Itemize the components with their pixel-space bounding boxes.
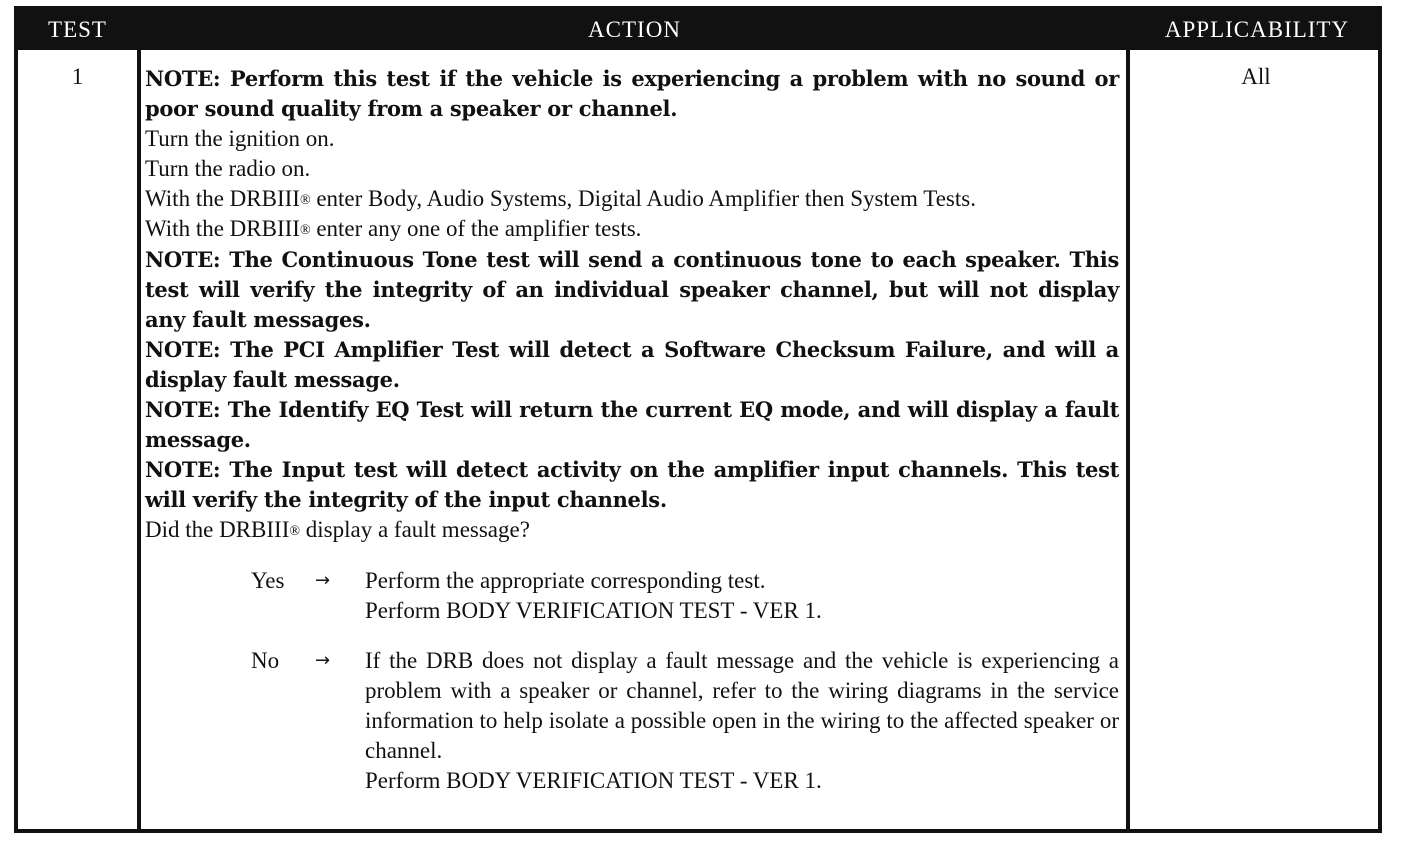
header-applicability: APPLICABILITY — [1164, 17, 1350, 42]
note-line: NOTE: The Input test will detect activity on the amplifier input channels. This test will verify the integrity of the input channels. — [145, 457, 1119, 513]
diagnostic-table — [14, 6, 1382, 833]
registered-mark: ® — [299, 193, 311, 209]
instruction-line: With the DRBIII® enter Body, Audio Systems, Digital Audio Amplifier then System Tests. — [145, 186, 976, 212]
outcome-yes — [251, 566, 1119, 626]
yes-body — [365, 566, 1119, 626]
column-divider — [137, 50, 141, 829]
no-body — [365, 646, 1119, 796]
yes-line: Perform BODY VERIFICATION TEST - VER 1. — [365, 597, 822, 623]
applicability-value: All — [1241, 64, 1271, 89]
registered-mark: ® — [299, 223, 311, 239]
yes-line: Perform the appropriate corresponding test. — [365, 567, 766, 593]
no-label: No — [251, 647, 280, 673]
test-number: 1 — [71, 64, 84, 89]
yes-label: Yes — [251, 567, 285, 593]
note-line: NOTE: The Identify EQ Test will return the current EQ mode, and will display a fault message. — [145, 397, 1119, 453]
question-line: Did the DRBIII® display a fault message? — [145, 517, 530, 543]
arrow-right-icon: → — [315, 649, 331, 671]
arrow-right-icon: → — [315, 569, 331, 591]
registered-mark: ® — [289, 524, 301, 540]
column-divider — [1126, 50, 1130, 829]
header-test: TEST — [48, 17, 107, 42]
table-header — [18, 10, 1378, 50]
action-cell — [145, 64, 1119, 796]
no-line: Perform BODY VERIFICATION TEST - VER 1. — [365, 768, 822, 794]
no-line: If the DRB does not display a fault message and the vehicle is experiencing a problem with a speaker or channel, refer to the wiring diagrams in the service information to help isolate a possible open in the wiring to the affected speaker or channel. — [365, 647, 1119, 763]
outcome-no — [251, 646, 1119, 796]
note-line: NOTE: The PCI Amplifier Test will detect a Software Checksum Failure, and will a display fault message. — [145, 336, 1119, 392]
instruction-line: With the DRBIII® enter any one of the amplifier tests. — [145, 216, 642, 242]
instruction-line: Turn the ignition on. — [145, 126, 335, 152]
note-line: NOTE: Perform this test if the vehicle is experiencing a problem with no sound or poor sound quality from a speaker or channel. — [145, 66, 1119, 122]
note-line: NOTE: The Continuous Tone test will send a continuous tone to each speaker. This test will verify the integrity of an individual speaker channel, but will not display any fault messages. — [145, 246, 1119, 332]
instruction-line: Turn the radio on. — [145, 156, 311, 182]
header-action: ACTION — [588, 17, 681, 42]
